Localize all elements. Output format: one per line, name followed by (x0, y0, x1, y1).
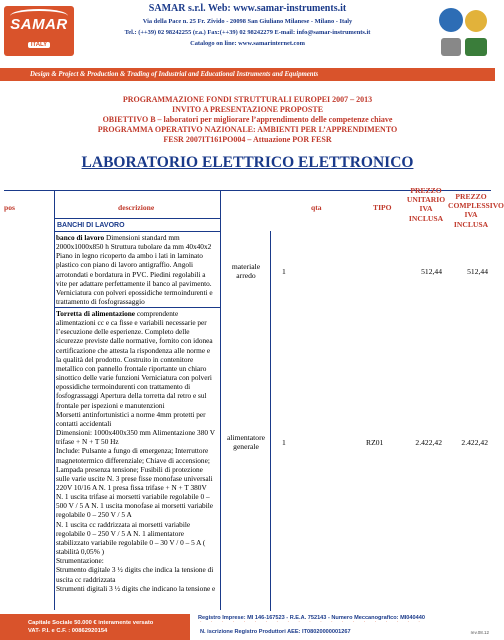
row2-line: 220V 10/16 A N. 1 presa fissa trifase + N + T 380V (56, 482, 207, 492)
row2-line: Include: Pulsante a fungo di emergenza; Interruttore (56, 446, 209, 456)
row2-line: N. 1 uscita cc raddrizzata ai morsetti variabile (56, 519, 191, 529)
contact-line: Tel.: (++39) 02 98242255 (r.a.) Fax:(++39) 02 98242279 E-mail: info@samar-instruments.it (124, 29, 371, 36)
header-pc-line1: PREZZO (455, 192, 487, 201)
cert-mark-icon (441, 38, 461, 56)
row2-line: Strumenti digitali 3 ½ digits che indicano la tensione e (56, 583, 216, 593)
row2-line: stabilità 0,05% ) (56, 547, 105, 557)
header-pc-line2: COMPLESSIVO (448, 201, 504, 211)
row1-category (224, 262, 268, 280)
row1-line: banco di lavoro Dimensioni standard mm (56, 233, 180, 242)
row2-line: stabilizzato variabile regolabile 0 – 30 V / 0 – 5 A ( (56, 537, 206, 547)
row1-line: plastico con piano di lavoro antigraffio. Angoli (56, 260, 194, 270)
row2-category (222, 433, 270, 451)
header-descrizione: descrizione (118, 203, 155, 212)
cert-dnv-icon (465, 38, 487, 56)
row1-category-line1: materiale (231, 262, 261, 271)
row1-line: vite per adattare perfettamente il banco al pavimento. (56, 278, 212, 288)
row2-line: regolabile 0 – 250 V / 5 A (56, 510, 132, 520)
tagline-band: Design & Project & Production & Trading of Industrial and Educational Instruments and Equipments (0, 68, 495, 81)
header-pos: pos (4, 203, 15, 212)
company-line: SAMAR s.r.l. Web: www.samar-instruments.it (148, 3, 347, 14)
row1-line: Piano in legno ricoperto da ambo i lati in laminato (56, 251, 203, 261)
section-title: BANCHI DI LAVORO (57, 222, 125, 229)
row1-line: Verniciatura con polveri epossidiche termoindurenti e (56, 287, 213, 297)
row2-category-line1: alimentatore (227, 433, 265, 442)
row2-line: l’esecuzione delle esperienze. Completo delle (56, 327, 190, 337)
row2-line: 500 V / 5 A N. 1 uscita monofase ai morsetti variabile (56, 501, 213, 511)
logo-subtext: ITALY (28, 42, 50, 48)
row2-line: magnetotermico differenziale; Chiave di accensione; (56, 455, 210, 465)
header-pc-line3: IVA INCLUSA (453, 210, 489, 229)
header-pu-line4: INCLUSA (408, 213, 444, 223)
program-line-3: OBIETTIVO B – laboratori per migliorare l’apprendimento delle competenze chiave (102, 115, 393, 124)
row1-qta: 1 (282, 267, 286, 276)
row1-line: 2000x1000x850 h Struttura tubolare da mm 40x40x2 (56, 242, 212, 252)
row2-line: regolabile 0 – 250 V / 5 A N. 1 alimentatore (56, 528, 185, 538)
row2-line: sicurezze previste dalle normative, fornito con idonea (56, 336, 213, 346)
header-divider (54, 218, 220, 219)
header-pu-line1: PREZZO (410, 186, 442, 195)
col-line-desc-right (220, 190, 221, 610)
row2-line: alimentazioni cc e ca fisse e variabili necessarie per (56, 318, 207, 328)
row2-line: Strumentazione: (56, 556, 104, 566)
row1-line: arrotondati e bordatura in PVC. Piedini regolabili a (56, 269, 206, 279)
program-line-1: PROGRAMMAZIONE FONDI STRUTTURALI EUROPEI 2007 – 2013 (122, 95, 373, 104)
catalog-line: Catalogo on line: www.samarinternet.com (190, 40, 305, 47)
laboratory-title: LABORATORIO ELETTRICO ELETTRONICO (81, 154, 414, 171)
row-item-title: banco di lavoro (56, 233, 105, 242)
cert-seal-icon (439, 8, 463, 32)
row2-line: Lampada presenza tensione; Fusibili di protezione (56, 464, 203, 474)
header-qta: qta (311, 203, 322, 212)
header-prezzo-complessivo (448, 192, 504, 229)
header-prezzo-unitario (404, 186, 448, 223)
cert-badge-icon (465, 10, 487, 32)
row2-line: Torretta di alimentazione comprendente (56, 309, 179, 318)
row2-line: epossidiche termoindurenti con trattamento di (56, 382, 191, 392)
row2-line: frontale per ispezioni e manutenzioni (56, 400, 165, 410)
row2-line: certificazione che attesta la rispondenza alle norme e (56, 345, 211, 355)
row2-line: metallico con pannello frontale riportante un chiaro (56, 363, 207, 373)
footer-capital: Capitale Sociale 50.000 € interamente versato (28, 620, 154, 626)
program-line-4: PROGRAMMA OPERATIVO NAZIONALE: AMBIENTI PER L’APPRENDIMENTO (97, 125, 398, 134)
row2-tipo: RZ01 (366, 438, 384, 447)
header-pu-line2: UNITARIO (406, 195, 446, 205)
row2-line: N. 1 uscita trifase ai morsetti variabile regolabile 0 – (56, 492, 210, 502)
row2-line: la qualità del prodotto. Costruito in contenitore (56, 354, 194, 364)
row2-line: contatti accidentali (56, 418, 112, 428)
row2-line: sinottico delle varie funzioni Verniciatura con polveri (56, 373, 212, 383)
row2-line: Strumento digitale 3 ½ digits che indica la tensione di (56, 565, 214, 575)
row2-prezzo-complessivo: 2.422,42 (461, 438, 488, 447)
row1-prezzo-complessivo: 512,44 (467, 267, 488, 276)
col-line-desc-left (54, 190, 55, 610)
certification-logos (439, 8, 489, 60)
row2-qta: 1 (282, 438, 286, 447)
footer-registry: Registro Imprese: MI 146-167523 - R.E.A. 752143 - Numero Meccanografico: MI040440 (198, 615, 425, 621)
address-line: Via della Pace n. 25 Fr. Zivido - 20098 San Giuliano Milanese - Milano - Italy (142, 18, 353, 25)
row2-line: Morsetti antinfortunistici a norme 4mm protetti per (56, 409, 206, 419)
row-divider (54, 307, 220, 308)
row2-line: Dimensioni: 1000x400x350 mm Alimentazione 380 V (56, 428, 215, 438)
row2-prezzo-unitario: 2.422,42 (415, 438, 442, 447)
footer-capital-box (0, 614, 190, 640)
logo-text: SAMAR (10, 16, 68, 33)
program-line-2: INVITO A PRESENTAZIONE PROPOSTE (171, 105, 324, 114)
row2-line: sulle varie uscite N. 3 prese fisse monofase universali (56, 473, 213, 483)
row1-category-line2: arredo (236, 271, 256, 281)
row2-category-line2: generale (233, 442, 259, 452)
footer-revision: rev.08.12 (470, 630, 489, 635)
col-line-category (270, 231, 271, 611)
program-line-5: FESR 2007IT161PO004 – Attuazione POR FESR (163, 135, 332, 144)
footer-vat: VAT- P.I. e C.F. : 00862920154 (28, 628, 108, 634)
row1-prezzo-unitario: 512,44 (421, 267, 442, 276)
section-divider (54, 231, 220, 232)
row2-line: fosfograssaggi Apertura della torretta dal retro e sul (56, 391, 207, 401)
row1-line: trattamento di fosfograssaggio (56, 297, 145, 307)
row1-description (56, 233, 216, 306)
row2-line: uscita cc raddrizzata (56, 574, 116, 584)
header-pu-line3: IVA (419, 204, 433, 214)
header-tipo: TIPO (373, 203, 392, 212)
footer-dots: · · · · · · · · · · · · · · · · · · · · · (200, 620, 424, 625)
row-item-title: Torretta di alimentazione (56, 309, 136, 318)
row2-description (56, 309, 216, 593)
row2-line: trifase + N + T 50 Hz (56, 437, 119, 447)
footer-aee: N. iscrizione Registro Produttori AEE: IT08020000001267 (200, 629, 351, 635)
